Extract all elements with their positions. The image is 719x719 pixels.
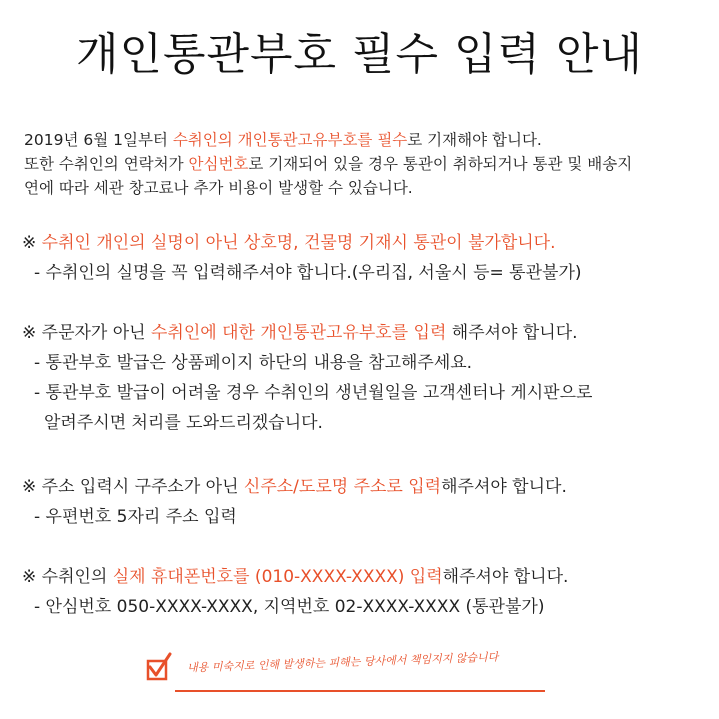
intro-line-3: 연에 따라 세관 창고료나 추가 비용이 발생할 수 있습니다.: [24, 179, 413, 197]
section-heading: ※ 수취인의 실제 휴대폰번호를 (010-XXXX-XXXX) 입력해주셔야 합니다.: [22, 567, 569, 587]
section-detail: - 수취인의 실명을 꼭 입력해주셔야 합니다.(우리집, 서울시 등= 통관불가): [34, 263, 582, 283]
section-detail: - 우편번호 5자리 주소 입력: [34, 507, 237, 527]
notice-section-name: [22, 228, 712, 288]
section-heading: ※ 수취인 개인의 실명이 아닌 상호명, 건물명 기재시 통관이 불가합니다.: [22, 233, 556, 253]
section-detail: - 통관부호 발급은 상품페이지 하단의 내용을 참고해주세요.: [34, 353, 473, 373]
section-detail: 알려주시면 처리를 도와드리겠습니다.: [44, 413, 323, 433]
highlight-text: 실제 휴대폰번호를 (010-XXXX-XXXX) 입력: [112, 567, 443, 587]
intro-paragraph: [24, 128, 704, 200]
checkbox-check-icon: [145, 652, 173, 682]
section-detail: - 통관부호 발급이 어려울 경우 수취인의 생년월일을 고객센터나 게시판으로: [34, 383, 593, 403]
footer-underline: [175, 690, 545, 692]
section-heading: ※ 주소 입력시 구주소가 아닌 신주소/도로명 주소로 입력해주셔야 합니다.: [22, 477, 567, 497]
section-heading: ※ 주문자가 아닌 수취인에 대한 개인통관고유부호를 입력 해주셔야 합니다.: [22, 323, 578, 343]
highlight-text: 수취인에 대한 개인통관고유부호를 입력: [151, 323, 447, 343]
disclaimer-note: 내용 미숙지로 인해 발생하는 피해는 당사에서 책임지지 않습니다: [186, 650, 499, 675]
notice-section-phone: [22, 562, 712, 622]
highlight-text: 수취인 개인의 실명이 아닌 상호명, 건물명 기재시 통관이 불가합니다.: [41, 233, 556, 253]
highlight-text: 신주소/도로명 주소로 입력: [243, 477, 442, 497]
notice-section-customs-code: [22, 318, 712, 438]
disclaimer-footer: [145, 648, 545, 694]
notice-section-address: [22, 472, 712, 532]
highlight-text: 수취인의 개인통관고유부호를 필수: [172, 131, 408, 149]
intro-line-1: 2019년 6월 1일부터 수취인의 개인통관고유부호를 필수로 기재해야 합니다.: [24, 131, 542, 149]
intro-line-2: 또한 수취인의 연락처가 안심번호로 기재되어 있을 경우 통관이 취하되거나 통관 및 배송지: [24, 155, 633, 173]
section-detail: - 안심번호 050-XXXX-XXXX, 지역번호 02-XXXX-XXXX (통관불가): [34, 597, 545, 617]
page-title: 개인통관부호 필수 입력 안내: [75, 29, 643, 80]
highlight-text: 안심번호: [188, 155, 249, 173]
